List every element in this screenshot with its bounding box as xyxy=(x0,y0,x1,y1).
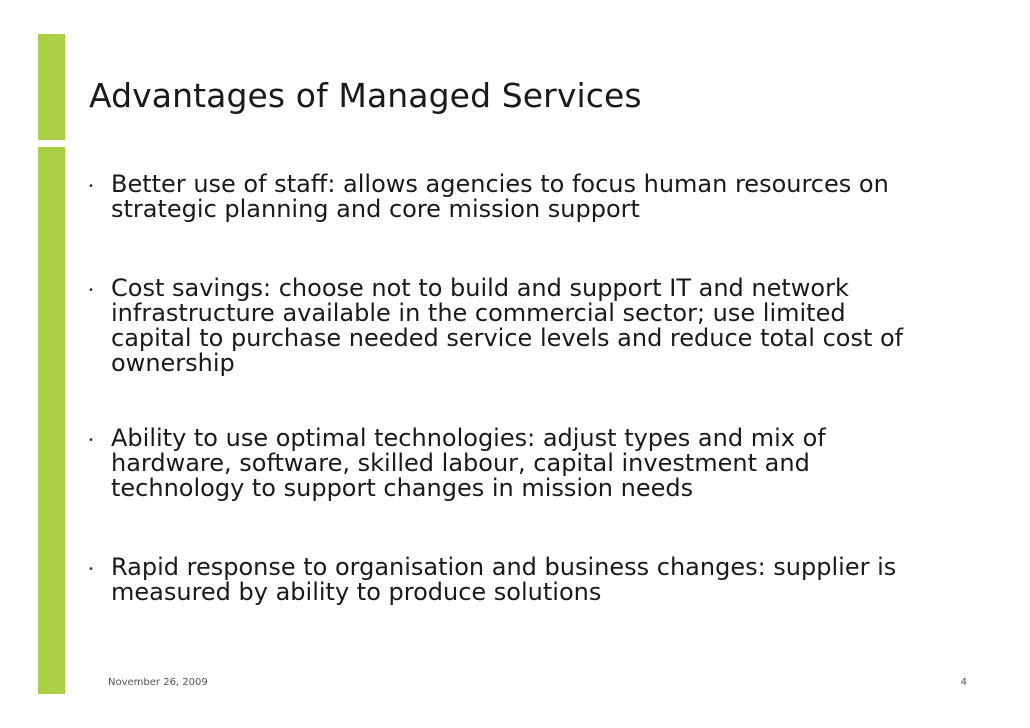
bullet-text: Ability to use optimal technologies: adjust types and mix of hardware, software, skilled labour, capital investment and technology to support changes in mission needs xyxy=(111,424,826,502)
bullet-item-cost xyxy=(88,276,968,376)
page-number: 4 xyxy=(960,677,967,688)
slide-title: Advantages of Managed Services xyxy=(89,76,642,115)
accent-bar-top xyxy=(38,34,65,140)
bullet-text: Cost savings: choose not to build and support IT and network infrastructure available in the commercial sector; use limited capital to purchase needed service levels and reduce total cost of ownership xyxy=(111,274,904,377)
bullet-icon: • xyxy=(88,285,94,296)
bullet-item-technology xyxy=(88,426,968,501)
bullet-item-rapid-response xyxy=(88,555,968,605)
footer-date: November 26, 2009 xyxy=(108,677,208,688)
bullet-icon: • xyxy=(88,564,94,575)
accent-bar-bottom xyxy=(38,147,65,694)
bullet-icon: • xyxy=(88,181,94,192)
bullet-text: Rapid response to organisation and business changes: supplier is measured by ability to produce solutions xyxy=(111,553,897,606)
bullet-item-staff xyxy=(88,172,968,222)
bullet-icon: • xyxy=(88,435,94,446)
bullet-text: Better use of staff: allows agencies to focus human resources on strategic planning and core mission support xyxy=(111,170,889,223)
